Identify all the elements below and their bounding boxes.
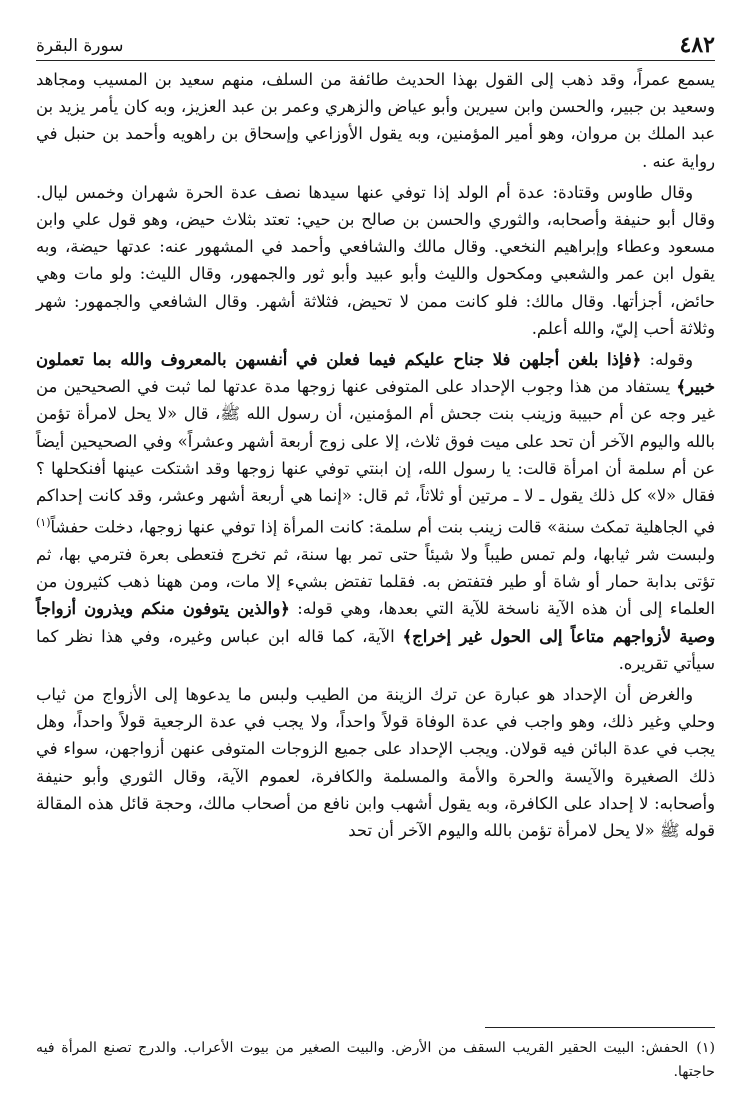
paragraph bbox=[36, 681, 715, 844]
footnote-reference: (١) bbox=[36, 516, 51, 530]
text-segment: وقوله: bbox=[641, 350, 693, 370]
paragraph bbox=[36, 66, 715, 175]
paragraph bbox=[36, 179, 715, 342]
page-number: ٤٨٢ bbox=[679, 32, 715, 58]
quran-quote: ﴿والذين يتوفون منكم ويذرون أزواجاً وصية لأزواجهم متاعاً إلى الحول غير إخراج﴾ bbox=[36, 599, 715, 646]
text-segment: والغرض أن الإحداد هو عبارة عن ترك الزينة من الطيب ولبس ما يدعوها إلى الأزواج من ثياب وحلي وغير ذلك، وهو واجب في عدة الوفاة قولاً واحداً، ولا يجب في عدة الرجعية قولاً واحداً، وهل يجب في عدة البائن فيه قولان. ويجب الإحداد على جميع الزوجات المتوفى عنهن أزواجهن، سواء في ذلك الصغيرة والآيسة والحرة والأمة والمسلمة والكافرة، لعموم الآية، وقال الثوري وأبو حنيفة وأصحابه: لا إحداد على الكافرة، وبه يقول أشهب وابن نافع من أصحاب مالك، وحجة قائل هذه المقالة قوله ﷺ «لا يحل لامرأة تؤمن بالله واليوم الآخر أن تحد bbox=[36, 684, 715, 840]
text-segment: وقال طاوس وقتادة: عدة أم الولد إذا توفي عنها سيدها نصف عدة الحرة شهران وخمس ليال. وقال أبو حنيفة وأصحابه، والثوري والحسن بن صالح بن حيي: تعتد بثلاث حيض، وهو قول علي وابن مسعود وعطاء وإبراهيم النخعي. وقال مالك والشافعي وأحمد في المشهور عنه: عدتها حيضة، وبه يقول ابن عمر والشعبي ومكحول والليث وأبو عبيد وأبو ثور والجمهور، وقال الليث: ولو مات وهي حائض، أجزأتها. وقال مالك: فلو كانت ممن لا تحيض، فثلاثة أشهر. وقال الشافعي والجمهور: شهر وثلاثة أحب إليّ، والله أعلم. bbox=[36, 182, 715, 338]
surah-title: سورة البقرة bbox=[36, 36, 124, 56]
text-segment: الآية، كما قاله ابن عباس وغيره، وفي هذا نظر كما سيأتي تقريره. bbox=[36, 626, 715, 673]
page-header bbox=[36, 30, 715, 61]
footnote-number: (١) bbox=[696, 1040, 715, 1056]
text-segment: ولبست شر ثيابها، ولم تمس طيباً ولا شيئاً حتى تمر بها سنة، ثم تخرج فتعطى بعرة فترمي بها، ثم تؤتى بدابة حمار أو شاة أو طير فتفتض به. فقلما تفتض بشيء إلا مات، ومن ههنا ذهب كثيرون من العلماء إلى أن هذه الآية ناسخة للآية التي بعدها، وهي قوله: bbox=[36, 544, 715, 619]
footnote bbox=[36, 1036, 715, 1084]
quran-quote: ﴿فإذا بلغن أجلهن فلا جناح عليكم فيما فعلن في أنفسهن بالمعروف والله بما تعملون خبير﴾ bbox=[36, 350, 715, 397]
footnote-text: الحفش: البيت الحقير القريب السقف من الأرض. والبيت الصغير من بيوت الأعراب. والدرج تصنع المرأة فيه حاجتها. bbox=[36, 1040, 715, 1080]
text-segment: يستفاد من هذا وجوب الإحداد على المتوفى عنها زوجها مدة عدتها لما ثبت في الصحيحين من غير وجه عن أم حبيبة وزينب بنت جحش أم المؤمنين، أن رسول الله ﷺ، قال «لا يحل لامرأة تؤمن بالله واليوم الآخر أن تحد على ميت فوق ثلاث، إلا على زوج أربعة أشهر وعشراً» وفي الصحيحين أيضاً عن أم سلمة أن امرأة قالت: يا رسول الله، إن ابنتي توفي عنها زوجها وقد اشتكت عينها أفنكحلها ؟ فقال «لا» كل ذلك يقول ـ لا ـ مرتين أو ثلاثاً، ثم قال: «إنما هي أربعة أشهر وعشر، وقد كانت إحداكم في الجاهلية تمكث سنة» قالت زينب بنت أم سلمة: كانت المرأة إذا توفي عنها زوجها، دخلت حفشاً bbox=[36, 377, 715, 537]
paragraph bbox=[36, 346, 715, 677]
text-segment: يسمع عمراً، وقد ذهب إلى القول بهذا الحديث طائفة من السلف، منهم سعيد بن المسيب ومجاهد وسعيد بن جبير، والحسن وابن سيرين وأبو عياض والزهري وعمر بن عبد العزيز، وبه كان يأمر يزيد بن عبد الملك بن مروان، وهو أمير المؤمنين، وبه يقول الأوزاعي وإسحاق بن راهويه وأحمد بن حنبل في رواية عنه . bbox=[36, 70, 715, 171]
main-text bbox=[36, 66, 715, 848]
footnote-divider bbox=[485, 1027, 715, 1028]
